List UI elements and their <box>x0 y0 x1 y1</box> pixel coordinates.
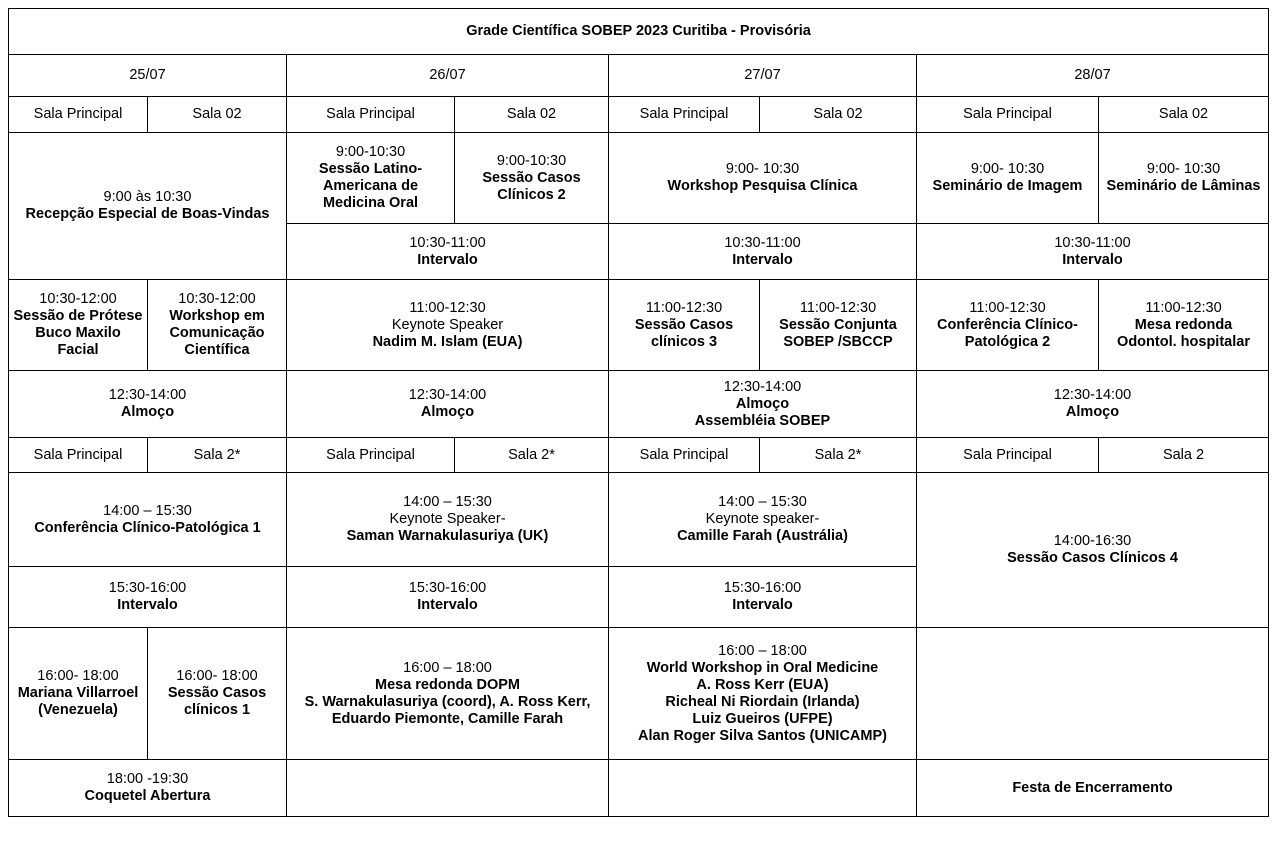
room-header: Sala 02 <box>1099 97 1269 133</box>
session-cell: 11:00-12:30 Conferência Clínico-Patológica 2 <box>917 280 1099 371</box>
lunch-cell: 12:30-14:00 Almoço Assembléia SOBEP <box>609 371 917 438</box>
room-header: Sala Principal <box>609 97 760 133</box>
room-header: Sala Principal <box>917 97 1099 133</box>
lunch-cell: 12:30-14:00 Almoço <box>917 371 1269 438</box>
session-cell: 10:30-12:00 Sessão de Prótese Buco Maxilo Facial <box>9 280 148 371</box>
session-cell: 11:00-12:30 Mesa redonda Odontol. hospitalar <box>1099 280 1269 371</box>
break-cell: 15:30-16:00 Intervalo <box>9 567 287 628</box>
session-cell: 11:00-12:30 Keynote Speaker Nadim M. Islam (EUA) <box>287 280 609 371</box>
schedule-table <box>8 8 1269 817</box>
session-cell: 16:00- 18:00 Sessão Casos clínicos 1 <box>148 628 287 760</box>
room-header: Sala 2 <box>1099 438 1269 473</box>
session-cell: 11:00-12:30 Sessão Casos clínicos 3 <box>609 280 760 371</box>
session-cell: 18:00 -19:30 Coquetel Abertura <box>9 760 287 817</box>
session-cell: 9:00-10:30 Sessão Casos Clínicos 2 <box>455 133 609 224</box>
date-header: 25/07 <box>9 55 287 97</box>
break-cell: 15:30-16:00 Intervalo <box>287 567 609 628</box>
break-cell: 10:30-11:00 Intervalo <box>287 224 609 280</box>
session-cell: 10:30-12:00 Workshop em Comunicação Científica <box>148 280 287 371</box>
session-cell: 9:00- 10:30 Seminário de Lâminas <box>1099 133 1269 224</box>
date-header: 28/07 <box>917 55 1269 97</box>
date-header: 27/07 <box>609 55 917 97</box>
room-header: Sala Principal <box>9 97 148 133</box>
empty-cell <box>609 760 917 817</box>
room-header: Sala 2* <box>455 438 609 473</box>
room-header: Sala Principal <box>9 438 148 473</box>
session-cell: 14:00 – 15:30 Keynote Speaker- Saman Warnakulasuriya (UK) <box>287 473 609 567</box>
break-cell: 15:30-16:00 Intervalo <box>609 567 917 628</box>
session-cell: 14:00-16:30 Sessão Casos Clínicos 4 <box>917 473 1269 628</box>
session-cell: 16:00 – 18:00 World Workshop in Oral Medicine A. Ross Kerr (EUA) Richeal Ni Riordain (Irlanda) Luiz Gueiros (UFPE) Alan Roger Silva Santos (UNICAMP) <box>609 628 917 760</box>
room-header: Sala 02 <box>148 97 287 133</box>
session-cell: 16:00 – 18:00 Mesa redonda DOPM S. Warnakulasuriya (coord), A. Ross Kerr, Eduardo Piemonte, Camille Farah <box>287 628 609 760</box>
room-header: Sala Principal <box>609 438 760 473</box>
empty-cell <box>917 628 1269 760</box>
session-cell: 9:00-10:30 Sessão Latino-Americana de Medicina Oral <box>287 133 455 224</box>
room-header: Sala 02 <box>455 97 609 133</box>
session-cell: 14:00 – 15:30 Keynote speaker- Camille Farah (Austrália) <box>609 473 917 567</box>
break-cell: 10:30-11:00 Intervalo <box>609 224 917 280</box>
session-cell: 14:00 – 15:30 Conferência Clínico-Patológica 1 <box>9 473 287 567</box>
date-header: 26/07 <box>287 55 609 97</box>
room-header: Sala 2* <box>148 438 287 473</box>
session-cell: 9:00- 10:30 Seminário de Imagem <box>917 133 1099 224</box>
room-header: Sala Principal <box>917 438 1099 473</box>
lunch-cell: 12:30-14:00 Almoço <box>9 371 287 438</box>
empty-cell <box>287 760 609 817</box>
room-header: Sala 02 <box>760 97 917 133</box>
schedule-title: Grade Científica SOBEP 2023 Curitiba - Provisória <box>9 9 1269 55</box>
session-cell: 11:00-12:30 Sessão Conjunta SOBEP /SBCCP <box>760 280 917 371</box>
room-header: Sala 2* <box>760 438 917 473</box>
session-cell: 16:00- 18:00 Mariana Villarroel (Venezuela) <box>9 628 148 760</box>
room-header: Sala Principal <box>287 438 455 473</box>
lunch-cell: 12:30-14:00 Almoço <box>287 371 609 438</box>
break-cell: 10:30-11:00 Intervalo <box>917 224 1269 280</box>
room-header: Sala Principal <box>287 97 455 133</box>
session-cell: 9:00 às 10:30 Recepção Especial de Boas-Vindas <box>9 133 287 280</box>
session-cell: Festa de Encerramento <box>917 760 1269 817</box>
session-cell: 9:00- 10:30 Workshop Pesquisa Clínica <box>609 133 917 224</box>
